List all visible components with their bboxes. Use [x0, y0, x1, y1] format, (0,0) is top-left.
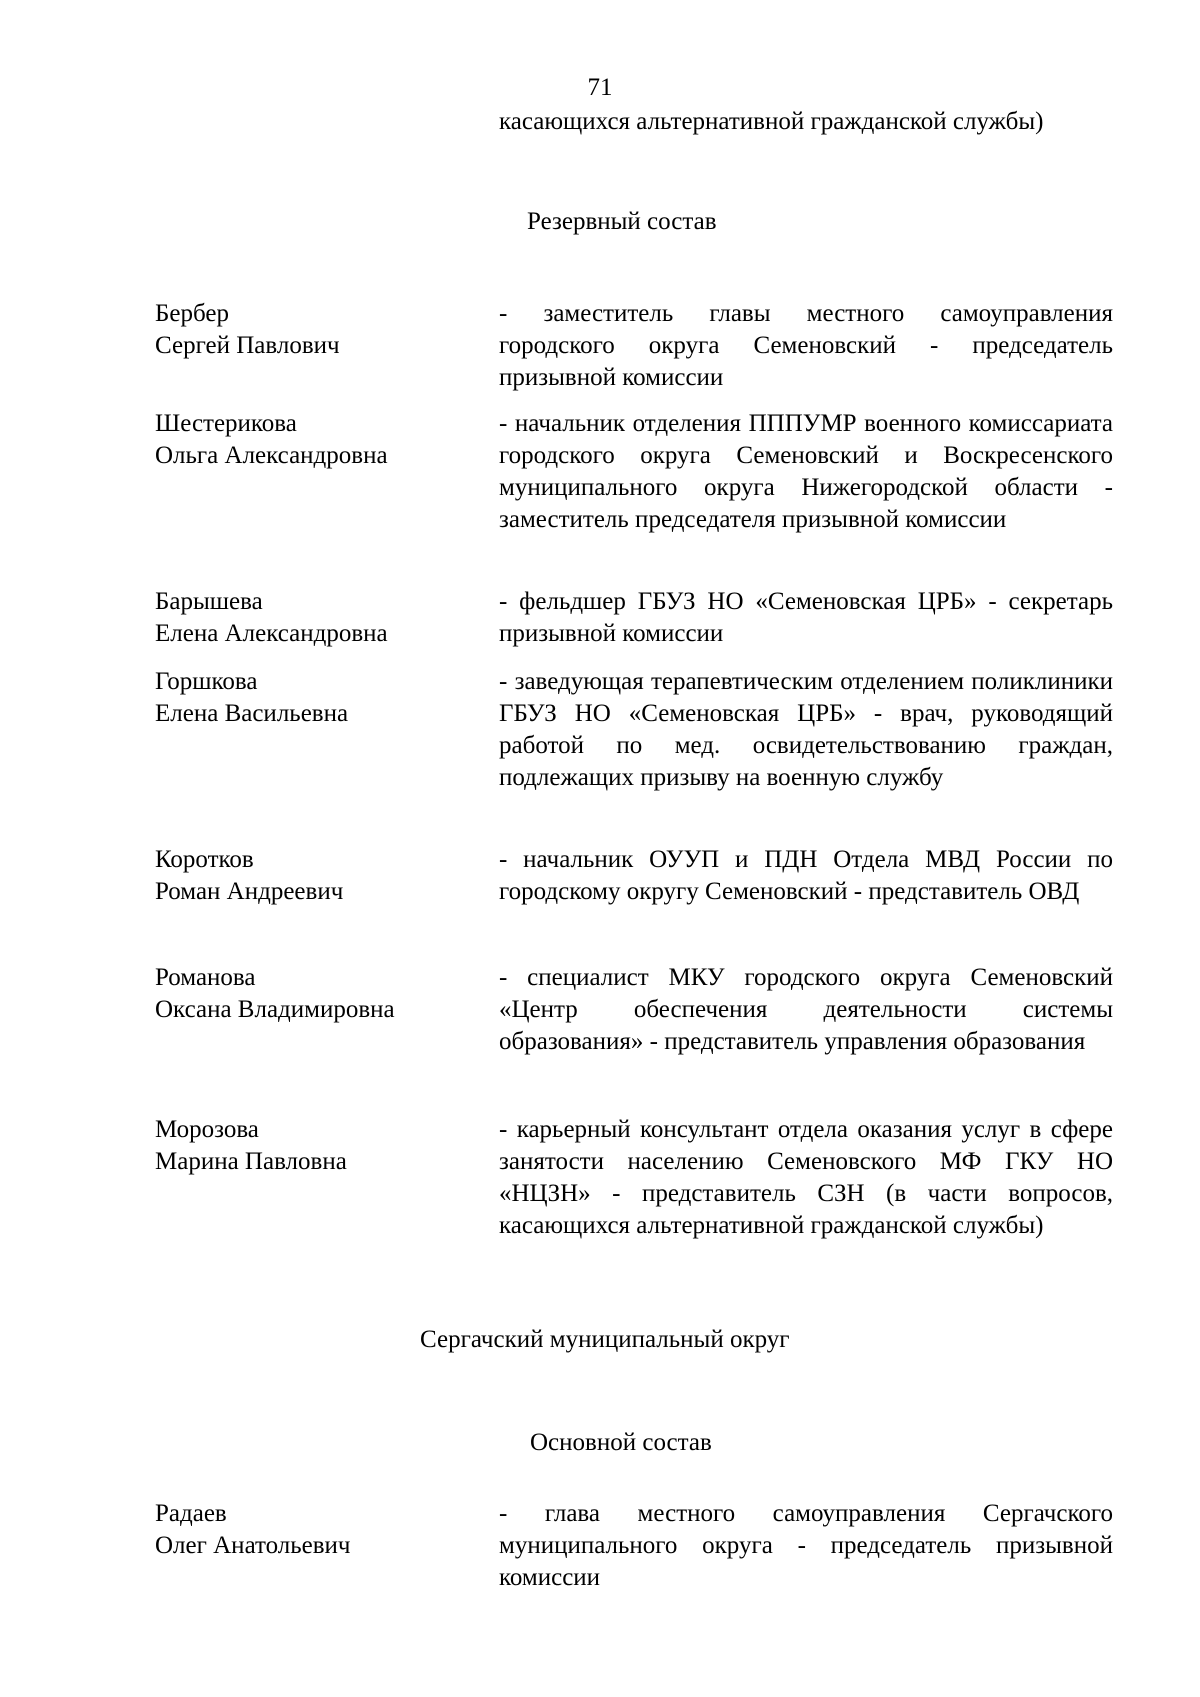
member-surname: Радаев	[155, 1500, 227, 1527]
member-role: - начальник отделения ПППУМР военного комиссариата городского округа Семеновский и Воскресенского муниципального округа Нижегородской области - заместитель председателя призывной комиссии	[499, 410, 1113, 533]
member-role: - начальник ОУУП и ПДН Отдела МВД России по городскому округу Семеновский - представитель ОВД	[499, 846, 1113, 905]
heading-main-composition: Основной состав	[530, 1429, 712, 1456]
heading-district: Сергачский муниципальный округ	[420, 1326, 790, 1353]
member-surname: Шестерикова	[155, 410, 297, 437]
member-name	[155, 666, 348, 730]
member-role: - заведующая терапевтическим отделением поликлиники ГБУЗ НО «Семеновская ЦРБ» - врач, руководящий работой по мед. освидетельствованию граждан, подлежащих призыву на военную службу	[499, 668, 1113, 791]
member-surname: Коротков	[155, 846, 254, 873]
member-given-name: Елена Васильевна	[155, 700, 349, 727]
member-name	[155, 1498, 351, 1562]
member-surname: Барышева	[155, 588, 263, 615]
member-name	[155, 1114, 347, 1178]
member-given-name: Елена Александровна	[155, 620, 388, 647]
member-surname: Морозова	[155, 1116, 259, 1143]
member-name	[155, 298, 340, 362]
member-given-name: Роман Андреевич	[155, 878, 344, 905]
member-given-name: Оксана Владимировна	[155, 996, 395, 1023]
member-role: - фельдшер ГБУЗ НО «Семеновская ЦРБ» - секретарь призывной комиссии	[499, 588, 1113, 647]
continuation-text: касающихся альтернативной гражданской службы)	[499, 108, 1044, 135]
member-role: - глава местного самоуправления Сергачского муниципального округа - председатель призывной комиссии	[499, 1500, 1113, 1591]
member-given-name: Олег Анатольевич	[155, 1532, 351, 1559]
member-name	[155, 962, 395, 1026]
member-name	[155, 586, 388, 650]
member-name	[155, 844, 343, 908]
member-given-name: Ольга Александровна	[155, 442, 388, 469]
member-surname: Бербер	[155, 300, 229, 327]
member-surname: Романова	[155, 964, 256, 991]
page-number: 71	[587, 74, 613, 101]
member-surname: Горшкова	[155, 668, 258, 695]
member-given-name: Марина Павловна	[155, 1148, 347, 1175]
member-name	[155, 408, 388, 472]
member-role: - заместитель главы местного самоуправления городского округа Семеновский - председатель призывной комиссии	[499, 300, 1113, 391]
member-role: - карьерный консультант отдела оказания услуг в сфере занятости населению Семеновского МФ ГКУ НО «НЦЗН» - представитель СЗН (в части вопросов, касающихся альтернативной гражданской службы)	[499, 1116, 1113, 1239]
member-role: - специалист МКУ городского округа Семеновский «Центр обеспечения деятельности системы образования» - представитель управления образования	[499, 964, 1113, 1055]
heading-reserve-composition: Резервный состав	[527, 208, 717, 235]
member-given-name: Сергей Павлович	[155, 332, 340, 359]
